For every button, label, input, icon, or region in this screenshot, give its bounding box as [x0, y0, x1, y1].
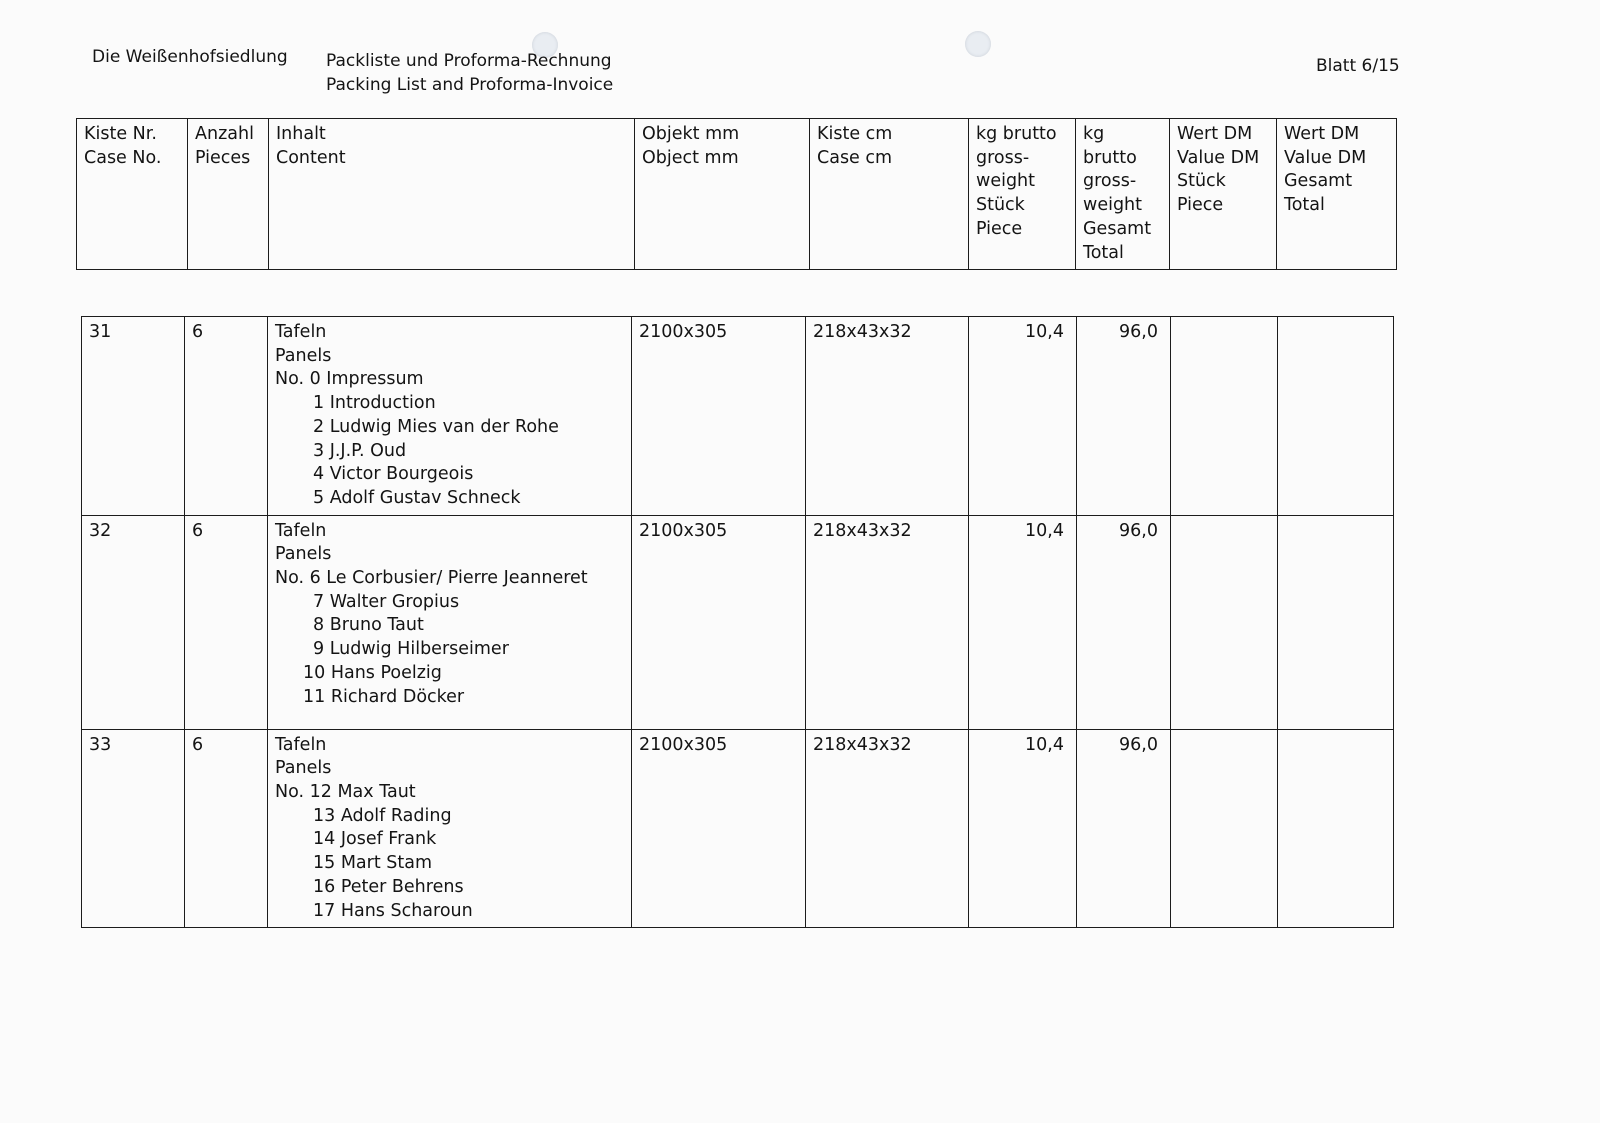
object-mm-cell: 2100x305: [632, 515, 806, 729]
case-no-cell: 32: [82, 515, 185, 729]
weight-total-cell: 96,0: [1077, 515, 1171, 729]
case-no-cell: 31: [82, 317, 185, 516]
col-value-piece: Wert DM Value DM Stück Piece: [1170, 119, 1277, 270]
content-cell: [268, 515, 632, 729]
content-cell: [268, 317, 632, 516]
col-pieces: Anzahl Pieces: [188, 119, 269, 270]
object-mm-cell: 2100x305: [632, 729, 806, 928]
content-german: Tafeln: [275, 734, 327, 755]
panel-item: 16 Peter Behrens: [313, 876, 464, 897]
panel-item: 4 Victor Bourgeois: [313, 464, 474, 485]
panel-item: 13 Adolf Rading: [313, 805, 452, 826]
panel-item: 11 Richard Döcker: [303, 686, 465, 707]
panel-item: 17 Hans Scharoun: [313, 900, 473, 921]
panel-item: 1 Introduction: [313, 393, 436, 414]
case-cm-cell: 218x43x32: [806, 729, 969, 928]
title-english: Packing List and Proforma-Invoice: [326, 75, 614, 95]
col-case-cm: Kiste cm Case cm: [810, 119, 969, 270]
col-case-no: Kiste Nr. Case No.: [77, 119, 188, 270]
weight-piece-cell: 10,4: [969, 317, 1077, 516]
content-cell: [268, 729, 632, 928]
panel-item: 14 Josef Frank: [313, 829, 437, 850]
value-total-cell: [1278, 317, 1394, 516]
panel-item: No. 12 Max Taut: [275, 782, 416, 803]
col-weight-piece: kg brutto gross- weight Stück Piece: [969, 119, 1076, 270]
weight-piece-cell: 10,4: [969, 729, 1077, 928]
column-header-table: [76, 118, 1397, 270]
pieces-cell: 6: [185, 729, 268, 928]
weight-total-cell: 96,0: [1077, 317, 1171, 516]
content-german: Tafeln: [275, 520, 327, 541]
value-total-cell: [1278, 515, 1394, 729]
panel-item: 10 Hans Poelzig: [303, 662, 442, 683]
panel-item: 2 Ludwig Mies van der Rohe: [313, 416, 559, 437]
pieces-cell: 6: [185, 515, 268, 729]
content-english: Panels: [275, 345, 332, 366]
object-mm-cell: 2100x305: [632, 317, 806, 516]
case-no-cell: 33: [82, 729, 185, 928]
value-piece-cell: [1171, 317, 1278, 516]
table-row: [82, 317, 1394, 516]
content-english: Panels: [275, 544, 332, 565]
project-name: Die Weißenhofsiedlung: [92, 47, 288, 67]
panel-item: 8 Bruno Taut: [313, 615, 424, 636]
panel-item: 5 Adolf Gustav Schneck: [313, 487, 521, 508]
value-piece-cell: [1171, 515, 1278, 729]
weight-piece-cell: 10,4: [969, 515, 1077, 729]
content-english: Panels: [275, 758, 332, 779]
punch-hole-right: [965, 31, 991, 57]
sheet-number: Blatt 6/15: [1316, 56, 1400, 76]
col-object-mm: Objekt mm Object mm: [635, 119, 810, 270]
weight-total-cell: 96,0: [1077, 729, 1171, 928]
value-total-cell: [1278, 729, 1394, 928]
panel-item: 9 Ludwig Hilberseimer: [313, 639, 509, 660]
document-title: [326, 49, 613, 97]
col-value-total: Wert DM Value DM Gesamt Total: [1277, 119, 1397, 270]
panel-item: No. 6 Le Corbusier/ Pierre Jeanneret: [275, 568, 588, 589]
header-row: [77, 119, 1397, 270]
col-content: Inhalt Content: [269, 119, 635, 270]
panel-item: 15 Mart Stam: [313, 853, 433, 874]
panel-item: 3 J.J.P. Oud: [313, 440, 407, 461]
table-row: [82, 515, 1394, 729]
packing-list-table: [81, 316, 1394, 928]
case-cm-cell: 218x43x32: [806, 317, 969, 516]
panel-item: No. 0 Impressum: [275, 369, 424, 390]
col-weight-total: kg brutto gross- weight Gesamt Total: [1076, 119, 1170, 270]
table-row: [82, 729, 1394, 928]
case-cm-cell: 218x43x32: [806, 515, 969, 729]
value-piece-cell: [1171, 729, 1278, 928]
content-german: Tafeln: [275, 322, 327, 342]
title-german: Packliste und Proforma-Rechnung: [326, 51, 612, 71]
pieces-cell: 6: [185, 317, 268, 516]
panel-item: 7 Walter Gropius: [313, 591, 460, 612]
